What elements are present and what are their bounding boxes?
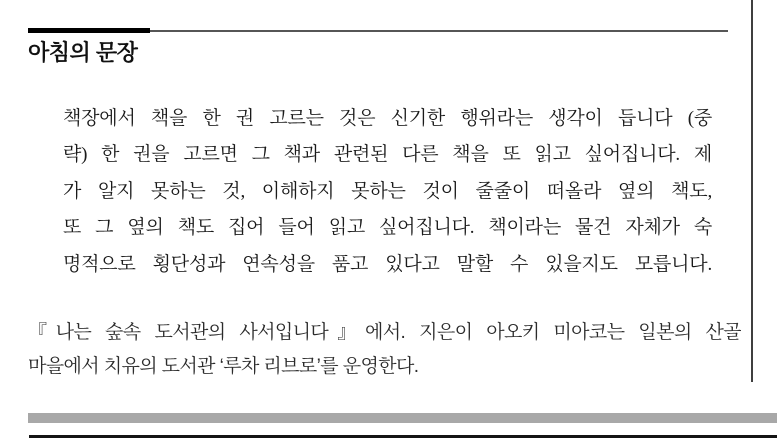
next-section-top-rule — [29, 435, 777, 438]
attribution-line: 마을에서 치유의 도서관 ‘루차 리브로’를 운영한다. — [28, 356, 419, 377]
quote-line: 략) 한 권을 고르면 그 책과 관련된 다른 책을 또 읽고 싶어집니다. 제 — [63, 144, 712, 166]
attribution-block — [28, 316, 741, 384]
quote-line: 책장에서 책을 한 권 고르는 것은 신기한 행위라는 생각이 듭니다 (중 — [63, 108, 712, 129]
quote-line: 또 그 옆의 책도 집어 들어 읽고 싶어집니다. 책이라는 물건 자체가 숙 — [63, 217, 712, 239]
quote-line: 가 알지 못하는 것, 이해하지 못하는 것이 줄줄이 떠올라 옆의 책도, — [63, 180, 712, 202]
section-divider-gray-bar — [28, 413, 777, 423]
quote-line: 명적으로 횡단성과 연속성을 품고 있다고 말할 수 있을지도 모릅니다. — [63, 253, 712, 275]
section-title: 아침의 문장 — [28, 40, 138, 65]
header-rule-thick — [28, 28, 150, 33]
attribution-line: 『나는 숲속 도서관의 사서입니다』에서. 지은이 아오키 미아코는 일본의 산골 — [28, 322, 741, 343]
column-divider-rule — [751, 0, 753, 382]
quote-block — [63, 101, 712, 283]
